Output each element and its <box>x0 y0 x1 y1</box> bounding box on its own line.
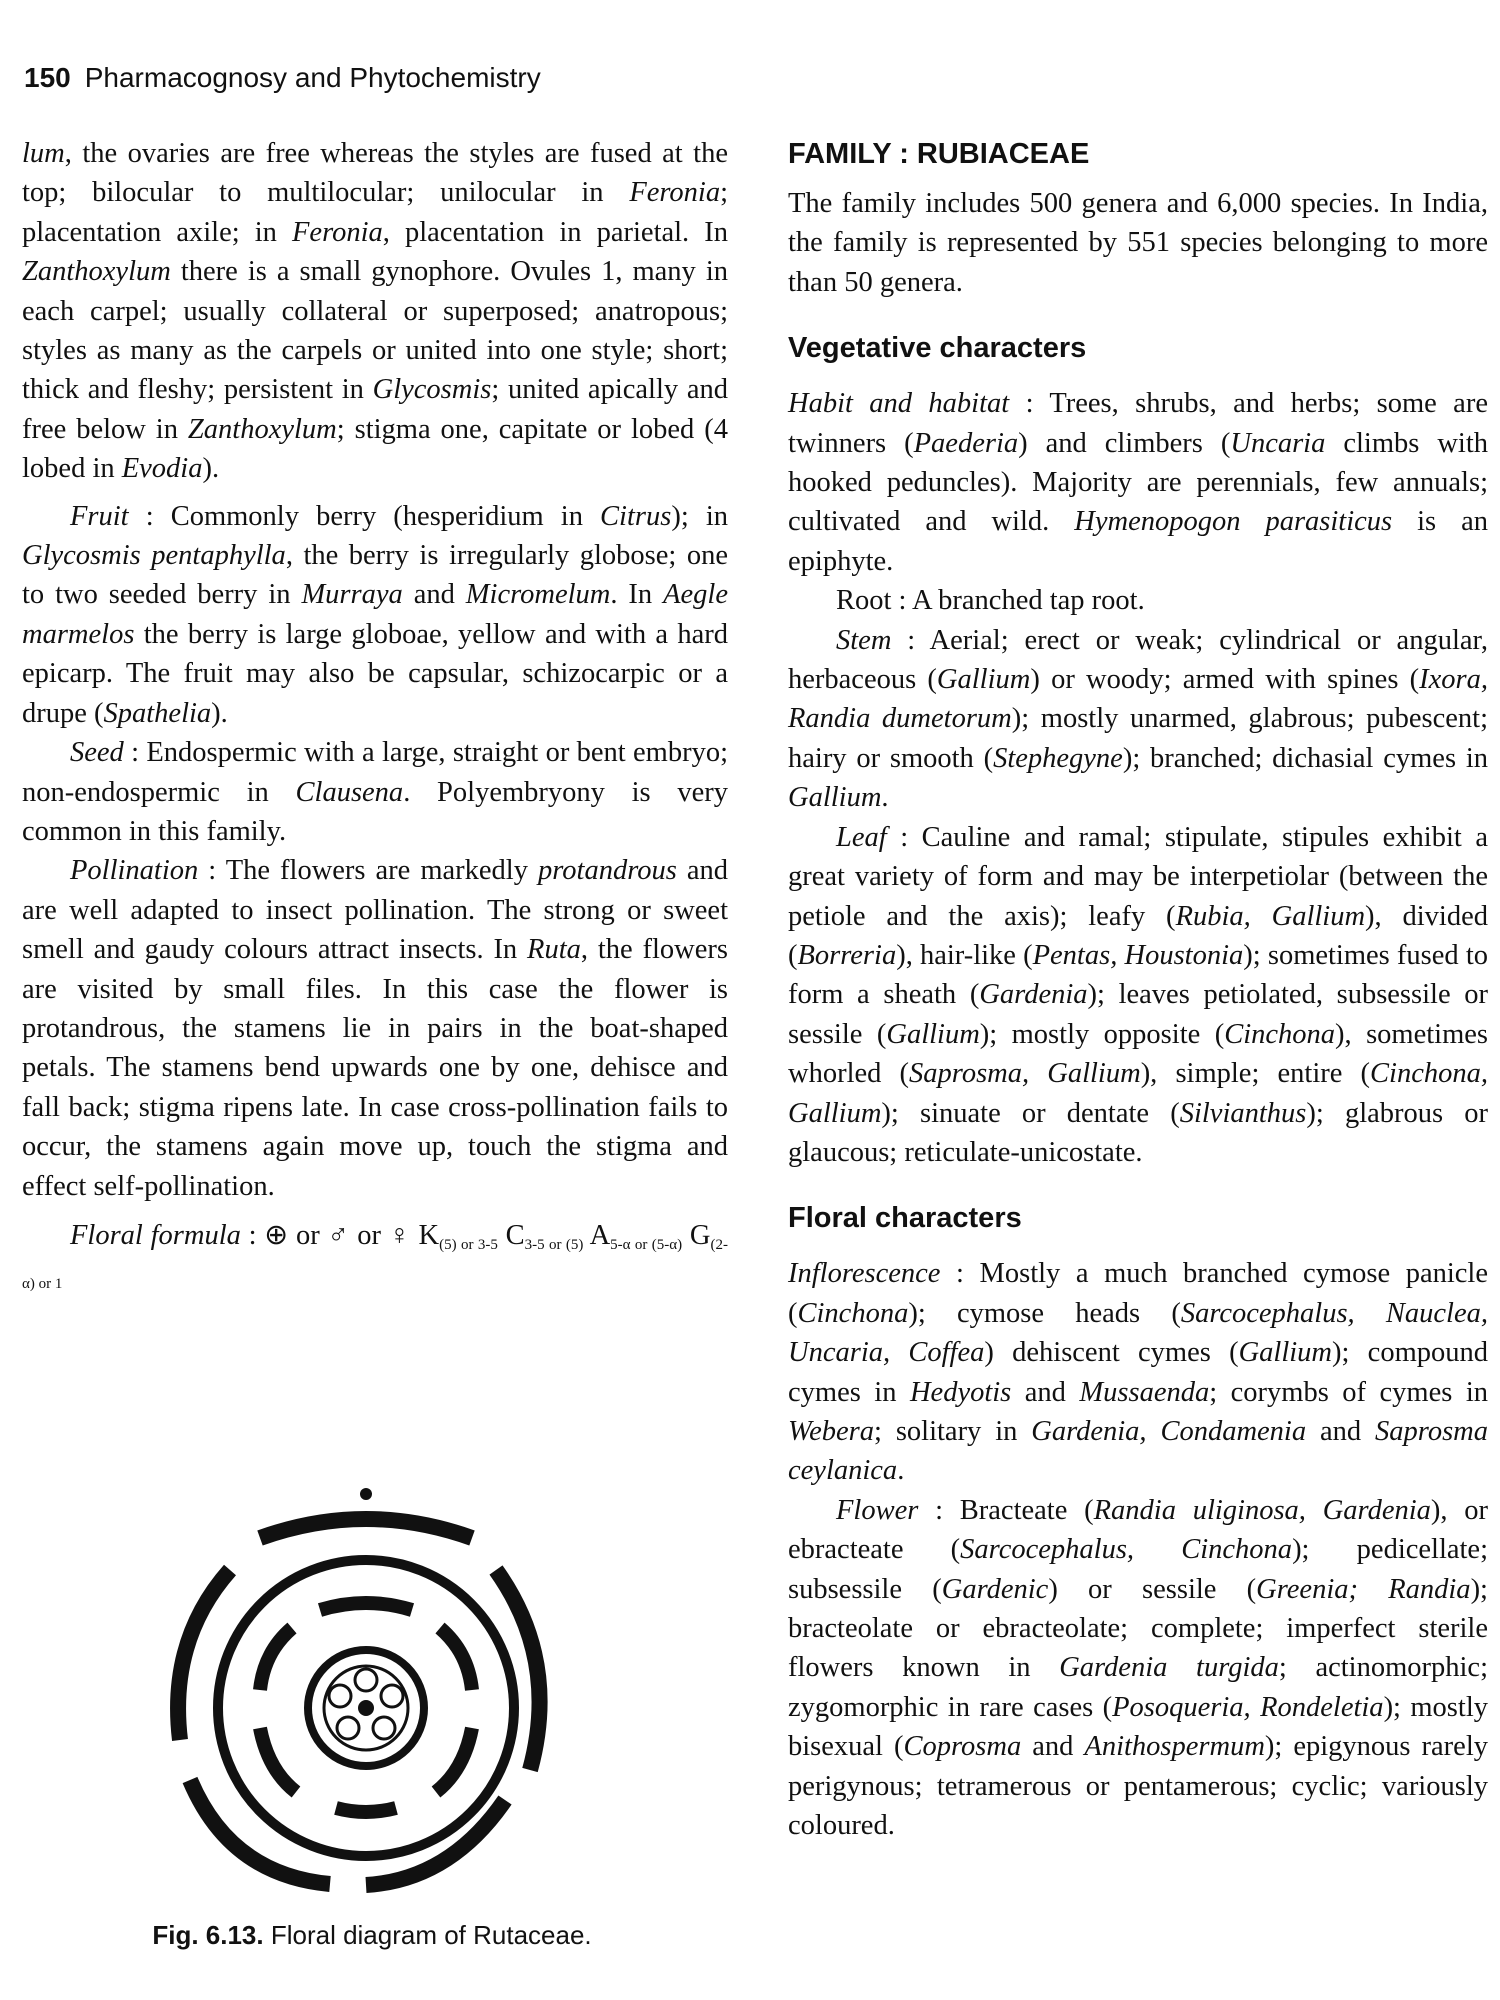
ovary-paragraph: lum, the ovaries are free whereas the styles are fused at the top; bilocular to multilocular; unilocular in Feronia; placentation axile; in Feronia, placentation in parietal. In Zanthoxylum there is a small gynophore. Ovules 1, many in each carpel; usually collateral or superposed; anatropous; styles as many as the carpels or united into one style; short; thick and fleshy; persistent in Glycosmis; united apically and free below in Zanthoxylum; stigma one, capitate or lobed (4 lobed in Evodia). <box>22 138 729 485</box>
running-header <box>24 62 541 94</box>
inflorescence-paragraph: Inflorescence : Mostly a much branched cymose panicle (Cinchona); cymose heads (Sarcocephalus, Nauclea, Uncaria, Coffea) dehiscent cymes (Gallium); compound cymes in Hedyotis and Mussaenda; corymbs of cymes in Webera; solitary in Gardenia, Condamenia and Saprosma ceylanica. <box>788 1258 1488 1487</box>
running-title: Pharmacognosy and Phytochemistry <box>84 62 541 93</box>
root-paragraph: Root : A branched tap root. <box>836 585 1145 617</box>
floral-formula: Floral formula : ⊕ or ♂ or ♀ $K_{(5) or 3-5}$ $C_{3-5 or (5)}$ $A_{5-\alpha or (5-\alpha)}$ $G_{(2-\alpha) or 1}$ <box>22 1219 728 1293</box>
pollination-paragraph: Pollination : The flowers are markedly protandrous and are well adapted to insect pollination. The strong or sweet smell and gaudy colours attract insects. In Ruta, the flowers are visited by small files. In this case the flower is protandrous, the stamens lie in pairs in the boat-shaped petals. The stamens bend upwards one by one, dehisce and fall back; stigma ripens late. In case cross-pollination fails to occur, the stamens again move up, touch the stigma and effect self-pollination. <box>22 855 729 1202</box>
fruit-paragraph: Fruit : Commonly berry (hesperidium in Citrus); in Glycosmis pentaphylla, the berry is irregularly globose; one to two seeded berry in Murraya and Micromelum. In Aegle marmelos the berry is large globoae, yellow and with a hard epicarp. The fruit may also be capsular, schizocarpic or a drupe (Spathelia). <box>22 500 729 729</box>
habit-paragraph: Habit and habitat : Trees, shrubs, and herbs; some are twinners (Paederia) and climbers (Uncaria climbs with hooked peduncles). Majority are perennials, few annuals; cultivated and wild. Hymenopogon parasiticus is an epiphyte. <box>788 388 1489 577</box>
ovary-center <box>358 1700 374 1716</box>
family-heading: FAMILY : RUBIACEAE <box>788 138 1090 170</box>
outer-whorl <box>178 1519 540 1885</box>
page-number: 150 <box>24 62 71 93</box>
vegetative-heading: Vegetative characters <box>788 332 1087 365</box>
floral-heading: Floral characters <box>788 1202 1022 1235</box>
floral-diagram <box>150 1480 570 1900</box>
mother-axis-dot <box>360 1488 372 1500</box>
family-intro: The family includes 500 genera and 6,000 species. In India, the family is represented by 551 species belonging to more than 50 genera. <box>788 188 1488 298</box>
stem-paragraph: Stem : Aerial; erect or weak; cylindrical or angular, herbaceous (Gallium) or woody; armed with spines (Ixora, Randia dumetorum); mostly unarmed, glabrous; pubescent; hairy or smooth (Stephegyne); branched; dichasial cymes in Gallium. <box>788 624 1488 814</box>
right-column <box>788 134 1488 1845</box>
left-column <box>22 134 728 1295</box>
seed-paragraph: Seed : Endospermic with a large, straight or bent embryo; non-endospermic in Clausena. Polyembryony is very common in this family. <box>22 737 729 847</box>
flower-paragraph: Flower : Bracteate (Randia uliginosa, Gardenia), or ebracteate (Sarcocephalus, Cinchona); pedicellate; subsessile (Gardenic) or sessile (Greenia; Randia); bracteolate or ebracteolate; complete; imperfect sterile flowers known in Gardenia turgida; actinomorphic; zygomorphic in rare cases (Posoqueria, Rondeletia); mostly bisexual (Coprosma and Anithospermum); epigynous rarely perigynous; tetramerous or pentamerous; cyclic; variously coloured. <box>788 1494 1489 1842</box>
leaf-paragraph: Leaf : Cauline and ramal; stipulate, stipules exhibit a great variety of form and may be interpetiolar (between the petiole and the axis); leafy (Rubia, Gallium), divided (Borreria), hair-like (Pentas, Houstonia); sometimes fused to form a sheath (Gardenia); leaves petiolated, subsessile or sessile (Gallium); mostly opposite (Cinchona), sometimes whorled (Saprosma, Gallium), simple; entire (Cinchona, Gallium); sinuate or dentate (Silvianthus); glabrous or glaucous; reticulate-unicostate. <box>788 821 1489 1168</box>
figure-caption: Fig. 6.13. Floral diagram of Rutaceae. <box>152 1920 592 1950</box>
